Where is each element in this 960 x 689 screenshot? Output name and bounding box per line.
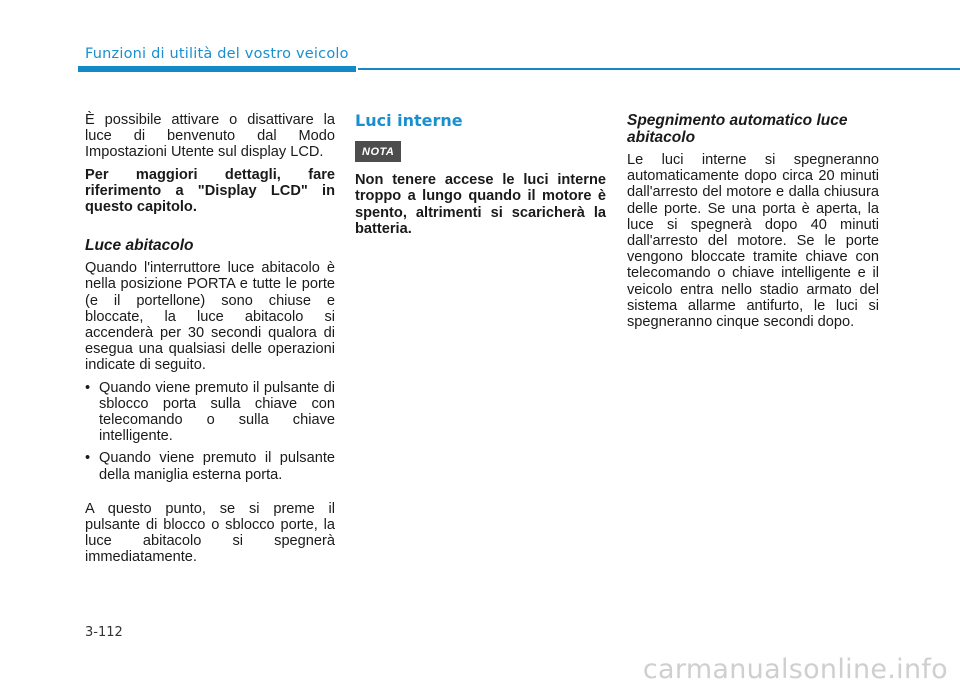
bullet-icon: • [85, 450, 91, 467]
nota-badge: NOTA [355, 141, 401, 162]
section-title: Funzioni di utilità del vostro veicolo [85, 46, 349, 62]
bullet-text: Quando viene premuto il pulsante di sblocco porta sulla chiave con telecomando o sulla chiave intelligente. [99, 379, 335, 445]
spegnimento-heading: Spegnimento automatico luce abitacolo [627, 112, 848, 146]
note-text: Non tenere accese le luci interne troppo a lungo quando il motore è spento, altrimenti si scaricherà la batteria. [355, 172, 606, 237]
reference-paragraph: Per maggiori dettagli, fare riferimento a "Display LCD" in questo capitolo. [85, 166, 335, 216]
list-item [85, 380, 335, 445]
page-number: 3-112 [85, 625, 123, 640]
luce-abitacolo-body: Quando l'interruttore luce abitacolo è nella posizione PORTA e tutte le porte (e il portellone) sono chiuse e bloccate, la luce abitacolo si accenderà per 30 secondi qualora di esegua una qualsiasi delle operazioni indicate di seguito. [85, 260, 335, 374]
bullet-text: Quando viene premuto il pulsante della maniglia esterna porta. [99, 450, 335, 483]
bullet-icon: • [85, 379, 91, 396]
spegnimento-body: Le luci interne si spegneranno automaticamente dopo circa 20 minuti dall'arresto del motore e dalla chiusura delle porte. Se una porta è aperta, la luce si spegnerà dopo 40 minuti dall'arresto del motore. Se le porte vengono bloccate tramite chiave con telecomando o chiave intelligente e il veicolo entra nello stadio armato del sistema allarme antifurto, le luci si spegneranno cinque secondi dopo. [627, 152, 879, 331]
header-rule-thin [358, 68, 960, 70]
luce-abitacolo-heading: Luce abitacolo [85, 237, 194, 255]
closing-paragraph: A questo punto, se si preme il pulsante di blocco o sblocco porte, la luce abitacolo si spegnerà immediatamente. [85, 500, 335, 566]
intro-paragraph: È possibile attivare o disattivare la luce di benvenuto dal Modo Impostazioni Utente sul display LCD. [85, 112, 335, 161]
column-left [85, 112, 335, 566]
watermark: carmanualsonline.info [642, 654, 948, 685]
luci-interne-heading: Luci interne [355, 111, 463, 130]
column-right [627, 112, 879, 330]
column-middle [355, 112, 606, 237]
list-item [85, 450, 335, 482]
header-rule-thick [78, 66, 356, 72]
